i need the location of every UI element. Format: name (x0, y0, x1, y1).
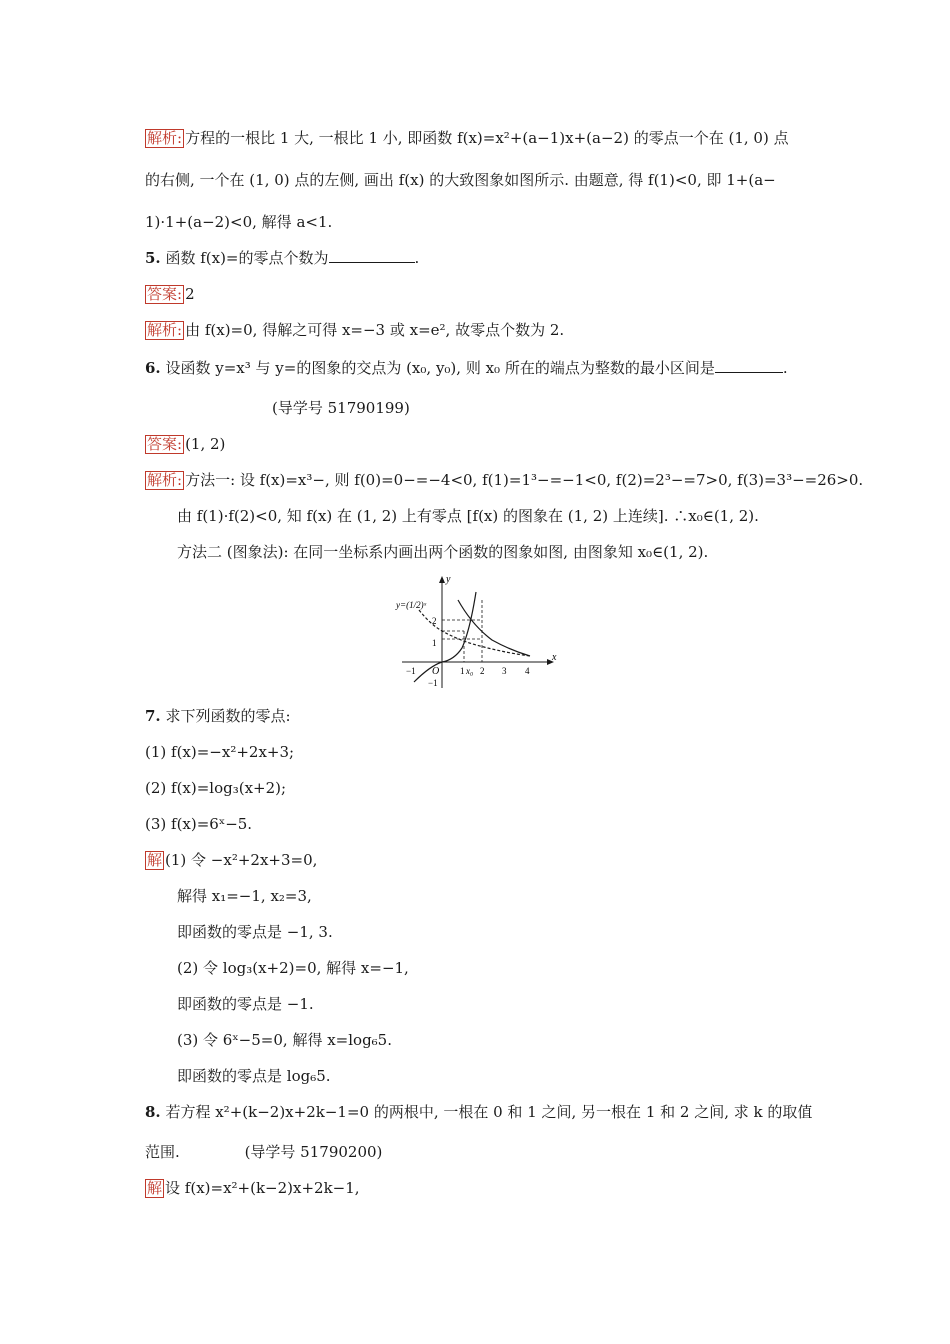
y-tick-label: −1 (428, 678, 438, 688)
analysis-line-2 (145, 170, 776, 190)
solution-text: 即函数的零点是 −1, 3. (177, 923, 333, 941)
question-part: (2) f(x)=log₃(x+2); (145, 779, 287, 797)
answer-blank (715, 358, 783, 373)
analysis-6-line-1 (145, 470, 863, 490)
solution-text: 解得 x₁=−1, x₂=3, (177, 887, 312, 905)
y-tick-label: 2 (432, 616, 437, 626)
y-axis-arrow (439, 576, 445, 583)
analysis-6-line-2 (177, 506, 759, 526)
question-end: . (414, 249, 420, 267)
solution-7-line-6 (177, 1030, 392, 1050)
x-tick-label: 3 (502, 666, 507, 676)
x-tick-label: −1 (406, 666, 416, 676)
answer-6 (145, 434, 225, 454)
question-part: (1) f(x)=−x²+2x+3; (145, 743, 295, 761)
question-6-ref (272, 398, 410, 418)
x-tick-label: 1 (460, 666, 465, 676)
answer-tag: 答案: (147, 435, 183, 453)
question-5 (145, 248, 419, 268)
question-7 (145, 706, 291, 726)
curve-label: y=(1/2)ˣ (396, 600, 427, 610)
question-number: 8. (145, 1103, 161, 1121)
solution-8 (145, 1178, 360, 1198)
analysis-text: 方程的一根比 1 大, 一根比 1 小, 即函数 f(x)=x²+(a−1)x+(a−2) 的零点一个在 (1, 0) 点 (185, 129, 789, 147)
question-number: 7. (145, 707, 161, 725)
question-text: 设函数 y=x³ 与 y=的图象的交点为 (x₀, y₀), 则 x₀ 所在的端点为整数的最小区间是 (165, 359, 715, 377)
question-7-part-3 (145, 814, 252, 834)
analysis-text: 由 f(x)=0, 得解之可得 x=−3 或 x=e², 故零点个数为 2. (185, 321, 565, 339)
solution-7-line-4 (177, 958, 409, 978)
analysis-text: 的右侧, 一个在 (1, 0) 点的左侧, 画出 f(x) 的大致图象如图所示. 由题意, 得 f(1)<0, 即 1+(a− (145, 171, 776, 189)
question-8 (145, 1102, 812, 1122)
x-axis-label: x (552, 652, 557, 663)
question-end: . (782, 359, 788, 377)
question-7-part-2 (145, 778, 286, 798)
x-tick-label: 2 (480, 666, 485, 676)
analysis-text: 1)·1+(a−2)<0, 解得 a<1. (145, 213, 333, 231)
question-part: (3) f(x)=6ˣ−5. (145, 815, 253, 833)
solution-7-line-2 (177, 886, 312, 906)
question-8-line-2 (145, 1142, 382, 1162)
question-number: 5. (145, 249, 161, 267)
question-6 (145, 358, 788, 378)
answer-text: 2 (185, 285, 195, 303)
question-text: 求下列函数的零点: (165, 707, 291, 725)
analysis-text: 方法二 (图象法): 在同一坐标系内画出两个函数的图象如图, 由图象知 x₀∈(1, 2). (177, 543, 709, 561)
question-number: 6. (145, 359, 161, 377)
solution-7-line-5 (177, 994, 314, 1014)
answer-text: (1, 2) (185, 435, 226, 453)
solution-text: 即函数的零点是 log₆5. (177, 1067, 331, 1085)
analysis-5 (145, 320, 564, 340)
question-text: 范围. (145, 1143, 180, 1161)
function-graph (392, 570, 562, 692)
question-text: 若方程 x²+(k−2)x+2k−1=0 的两根中, 一根在 0 和 1 之间, 另一根在 1 和 2 之间, 求 k 的取值 (165, 1103, 813, 1121)
origin-label: O (432, 666, 440, 677)
analysis-line-3 (145, 212, 332, 232)
analysis-text: 方法一: 设 f(x)=x³−, 则 f(0)=0−=−4<0, f(1)=1³−=−1<0, f(2)=2³−=7>0, f(3)=3³−=26>0. (185, 471, 864, 489)
solution-7-line-1 (145, 850, 317, 870)
reference-number: (导学号 51790199) (272, 399, 410, 417)
solution-tag: 解 (147, 851, 163, 869)
question-7-part-1 (145, 742, 294, 762)
solution-text: 即函数的零点是 −1. (177, 995, 314, 1013)
solution-7-line-7 (177, 1066, 331, 1086)
analysis-tag: 解析: (147, 471, 183, 489)
analysis-text: 由 f(1)·f(2)<0, 知 f(x) 在 (1, 2) 上有零点 [f(x) 的图象在 (1, 2) 上连续]. ∴x₀∈(1, 2). (177, 507, 759, 525)
analysis-tag: 解析: (147, 129, 183, 147)
x-tick-label: 4 (525, 666, 530, 676)
reference-number: (导学号 51790200) (244, 1143, 383, 1161)
solution-tag: 解 (147, 1179, 163, 1197)
answer-5 (145, 284, 195, 304)
solution-7-line-3 (177, 922, 333, 942)
analysis-line-1 (145, 128, 789, 148)
y-axis-label: y (446, 574, 451, 585)
solution-text: (2) 令 log₃(x+2)=0, 解得 x=−1, (177, 959, 409, 977)
x0-label: x₀ (466, 666, 474, 676)
analysis-6-line-3 (177, 542, 708, 562)
y-tick-label: 1 (432, 638, 437, 648)
solution-text: (1) 令 −x²+2x+3=0, (165, 851, 318, 869)
solution-text: (3) 令 6ˣ−5=0, 解得 x=log₆5. (177, 1031, 392, 1049)
analysis-tag: 解析: (147, 321, 183, 339)
solution-text: 设 f(x)=x²+(k−2)x+2k−1, (165, 1179, 360, 1197)
question-text: 函数 f(x)=的零点个数为 (165, 249, 329, 267)
answer-tag: 答案: (147, 285, 183, 303)
answer-blank (329, 248, 415, 263)
